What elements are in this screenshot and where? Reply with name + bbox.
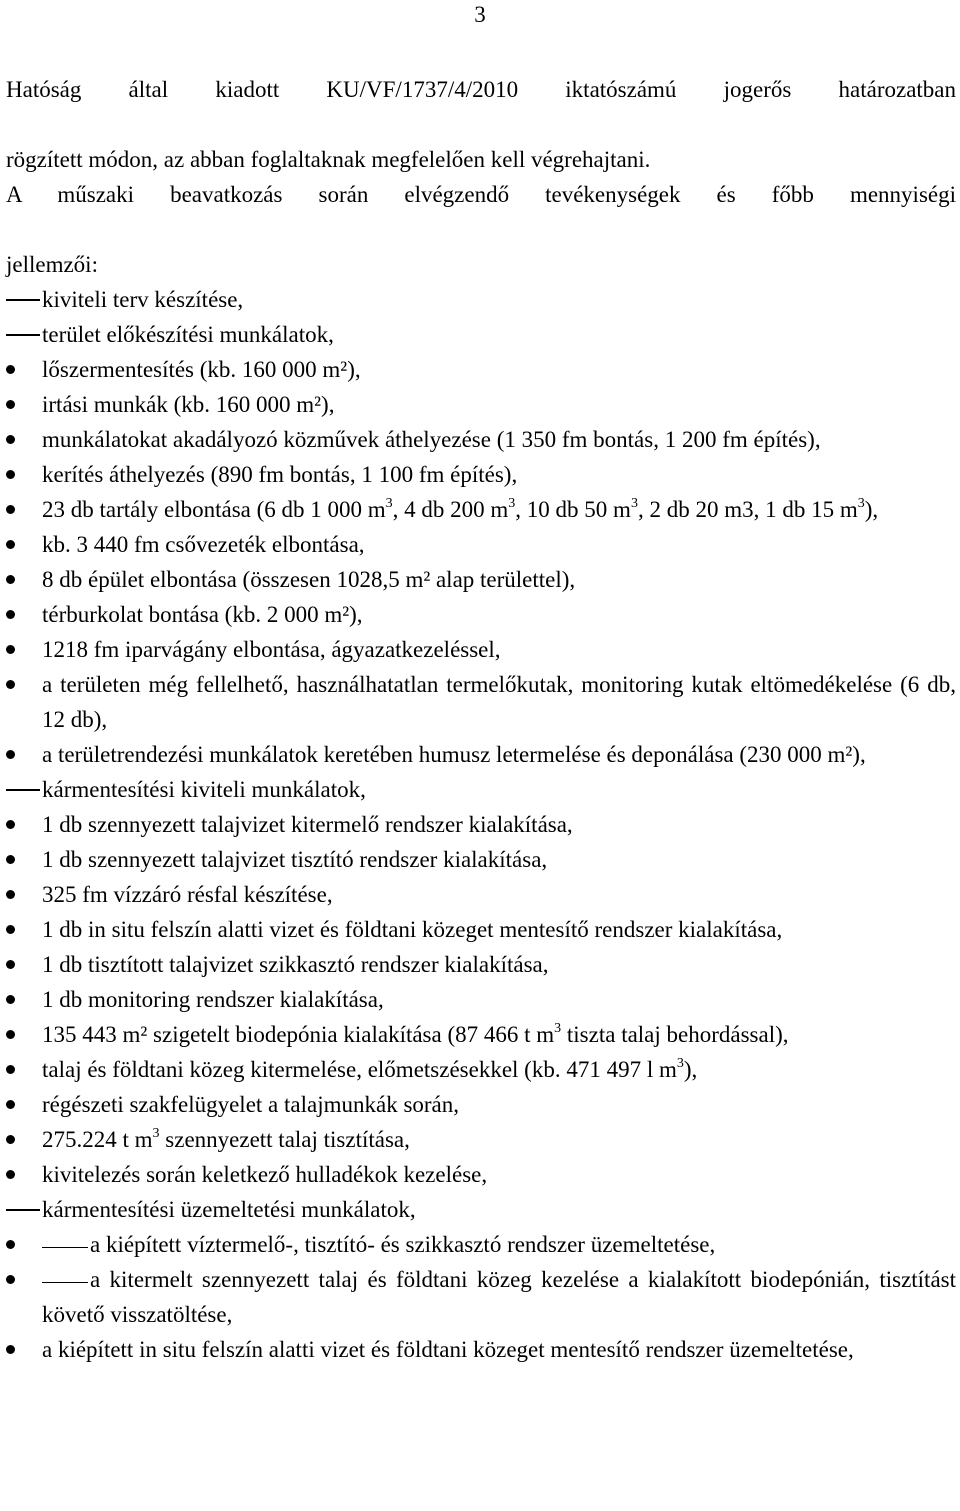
list-item-text: talaj és földtani közeg kitermelése, előmetszésekkel (kb. 471 497 l $m^3$), [42, 1056, 698, 1082]
bullet-icon [6, 912, 42, 947]
intro-paragraph-line-1: Hatóság által kiadott KU/VF/1737/4/2010 iktatószámú jogerős határozatban [6, 77, 956, 102]
list-item-bullet [6, 352, 956, 387]
bullet-icon [6, 422, 42, 457]
list-item-text: lőszermentesítés (kb. 160 000 m²), [42, 357, 361, 382]
list-item-text: irtási munkák (kb. 160 000 m²), [42, 392, 335, 417]
list-item-text: 1 db szennyezett talajvizet kitermelő rendszer kialakítása, [42, 812, 573, 837]
inline-dash-icon [42, 1272, 90, 1292]
list-item-bullet [6, 562, 956, 597]
list-item-bullet [6, 387, 956, 422]
document-body [6, 72, 956, 1367]
list-item-text: a területrendezési munkálatok keretében humusz letermelése és deponálása (230 000 m²), [42, 742, 866, 767]
bullet-icon [6, 527, 42, 562]
list-item-text: régészeti szakfelügyelet a talajmunkák során, [42, 1092, 460, 1117]
list-item-text: 1218 fm iparvágány elbontása, ágyazatkezeléssel, [42, 637, 501, 662]
list-item-dash [6, 1192, 956, 1227]
bullet-icon [6, 807, 42, 842]
bullet-icon [6, 1227, 42, 1262]
bullet-icon [6, 982, 42, 1017]
dash-marker-icon [6, 1192, 42, 1227]
list-item-bullet [6, 1052, 956, 1087]
list-item-dash [6, 317, 956, 352]
list-item-bullet [6, 1332, 956, 1367]
bullet-icon [6, 352, 42, 387]
list-item-bullet [6, 877, 956, 912]
list-item-text: 8 db épület elbontása (összesen 1028,5 m² alap területtel), [42, 567, 576, 592]
list-item-text: kivitelezés során keletkező hulladékok kezelése, [42, 1162, 488, 1187]
bullet-icon [6, 492, 42, 527]
dash-marker-icon [6, 317, 42, 352]
bullet-icon [6, 1087, 42, 1122]
list-item-text: 275.224 t $m^3$ szennyezett talaj tisztítása, [42, 1126, 410, 1152]
list-item-bullet [6, 1122, 956, 1157]
list-item-dash [6, 282, 956, 317]
list-item-bullet [6, 597, 956, 632]
dash-marker-icon [6, 772, 42, 807]
list-item-text: 1 db monitoring rendszer kialakítása, [42, 987, 384, 1012]
list-item-bullet [6, 1087, 956, 1122]
list-item-bullet [6, 1262, 956, 1332]
list-item-text: 23 db tartály elbontása (6 db 1 000 $m^3$, 4 db 200 $m^3$, 10 db 50 $m^3$, 2 db 20 m3, 1 db 15 $m^3$), [42, 496, 879, 522]
list-item-bullet [6, 492, 956, 527]
list-item-dash [6, 772, 956, 807]
list-item-bullet [6, 982, 956, 1017]
list-item-text: kerítés áthelyezés (890 fm bontás, 1 100 fm építés), [42, 462, 518, 487]
list-item-text: a területen még fellelhető, használhatatlan termelőkutak, monitoring kutak eltömedékelése (6 db, 12 db), [42, 672, 956, 732]
list-item-text: 135 443 m² szigetelt biodepónia kialakítása (87 466 t $m^3$ tiszta talaj behordással), [42, 1021, 789, 1047]
list-item-bullet [6, 1157, 956, 1192]
bullet-icon [6, 597, 42, 632]
list-item-text: 1 db tisztított talajvizet szikkasztó rendszer kialakítása, [42, 952, 549, 977]
bullet-icon [6, 1122, 42, 1157]
page-number: 3 [474, 2, 486, 27]
bullet-icon [6, 562, 42, 597]
list-item-text: a kiépített víztermelő-, tisztító- és szikkasztó rendszer üzemeltetése, [42, 1227, 956, 1262]
list-item-bullet [6, 527, 956, 562]
dash-marker-icon [6, 282, 42, 317]
list-item-text: a kiépített in situ felszín alatti vizet és földtani közeget mentesítő rendszer üzemeltetése, [42, 1337, 854, 1362]
list-item-bullet [6, 842, 956, 877]
list-item-bullet [6, 1227, 956, 1262]
list-item-bullet [6, 1017, 956, 1052]
list-item-bullet [6, 422, 956, 457]
list-item-bullet [6, 912, 956, 947]
list-item-text: 1 db in situ felszín alatti vizet és földtani közeget mentesítő rendszer kialakítása, [42, 917, 783, 942]
list-item-text: térburkolat bontása (kb. 2 000 m²), [42, 602, 363, 627]
list-item-text: terület előkészítési munkálatok, [42, 322, 334, 347]
list-item-bullet [6, 632, 956, 667]
list-item-text: 325 fm vízzáró résfal készítése, [42, 882, 333, 907]
bullet-icon [6, 842, 42, 877]
intro-paragraph-line-3: A műszaki beavatkozás során elvégzendő tevékenységek és főbb mennyiségi [6, 182, 956, 207]
bullet-icon [6, 947, 42, 982]
list-item-text: a kitermelt szennyezett talaj és földtani közeg kezelése a kialakított biodepónián, tisztítást követő visszatöltése, [42, 1267, 956, 1327]
intro-paragraph-line-4: jellemzői: [6, 252, 98, 277]
bullet-icon [6, 632, 42, 667]
bullet-icon [6, 1052, 42, 1087]
list-item-bullet [6, 457, 956, 492]
inline-dash-icon [42, 1237, 90, 1257]
list-item-text: kiviteli terv készítése, [42, 287, 244, 312]
bullet-icon [6, 1262, 42, 1297]
list-item-bullet [6, 667, 956, 737]
list-item-text: 1 db szennyezett talajvizet tisztító rendszer kialakítása, [42, 847, 548, 872]
bullet-icon [6, 1017, 42, 1052]
activity-list [6, 282, 956, 1367]
list-item-text: munkálatokat akadályozó közművek áthelyezése (1 350 fm bontás, 1 200 fm építés), [42, 427, 821, 452]
list-item-text: kármentesítési üzemeltetési munkálatok, [42, 1197, 416, 1222]
bullet-icon [6, 877, 42, 912]
list-item-text: kb. 3 440 fm csővezeték elbontása, [42, 532, 365, 557]
list-item-bullet [6, 737, 956, 772]
list-item-text: kármentesítési kiviteli munkálatok, [42, 777, 366, 802]
list-item-bullet [6, 807, 956, 842]
bullet-icon [6, 1332, 42, 1367]
list-item-bullet [6, 947, 956, 982]
bullet-icon [6, 1157, 42, 1192]
bullet-icon [6, 457, 42, 492]
intro-paragraph-line-2: rögzített módon, az abban foglaltaknak megfelelően kell végrehajtani. [6, 147, 651, 172]
bullet-icon [6, 737, 42, 772]
bullet-icon [6, 667, 42, 702]
bullet-icon [6, 387, 42, 422]
